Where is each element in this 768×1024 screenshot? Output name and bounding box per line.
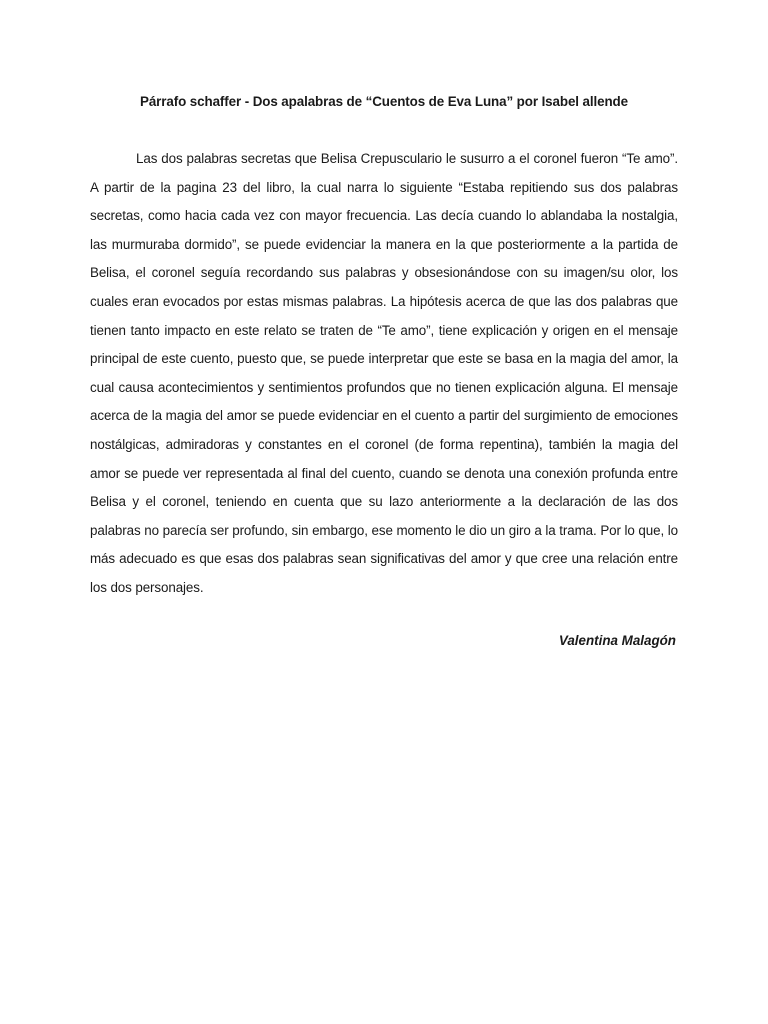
body-paragraph: Las dos palabras secretas que Belisa Crepusculario le susurro a el coronel fueron “Te amo”. A partir de la pagina 23 del libro, la cual narra lo siguiente “Estaba repitiendo sus dos palabras secretas, como hacia cada vez con mayor frecuencia. Las decía cuando lo ablandaba la nostalgia, las murmuraba dormido”, se puede evidenciar la manera en la que posteriormente a la partida de Belisa, el coronel seguía recordando sus palabras y obsesionándose con su imagen/su olor, los cuales eran evocados por estas mismas palabras. La hipótesis acerca de que las dos palabras que tienen tanto impacto en este relato se traten de “Te amo”, tiene explicación y origen en el mensaje principal de este cuento, puesto que, se puede interpretar que este se basa en la magia del amor, la cual causa acontecimientos y sentimientos profundos que no tienen explicación alguna. El mensaje acerca de la magia del amor se puede evidenciar en el cuento a partir del surgimiento de emociones nostálgicas, admiradoras y constantes en el coronel (de forma repentina), también la magia del amor se puede ver representada al final del cuento, cuando se denota una conexión profunda entre Belisa y el coronel, teniendo en cuenta que su lazo anteriormente a la declaración de las dos palabras no parecía ser profundo, sin embargo, ese momento le dio un giro a la trama. Por lo que, lo más adecuado es que esas dos palabras sean significativas del amor y que cree una relación entre los dos personajes.: [90, 151, 678, 595]
author-signature: Valentina Malagón: [558, 633, 676, 648]
document-title: Párrafo schaffer - Dos apalabras de “Cuentos de Eva Luna” por Isabel allende: [139, 94, 628, 109]
